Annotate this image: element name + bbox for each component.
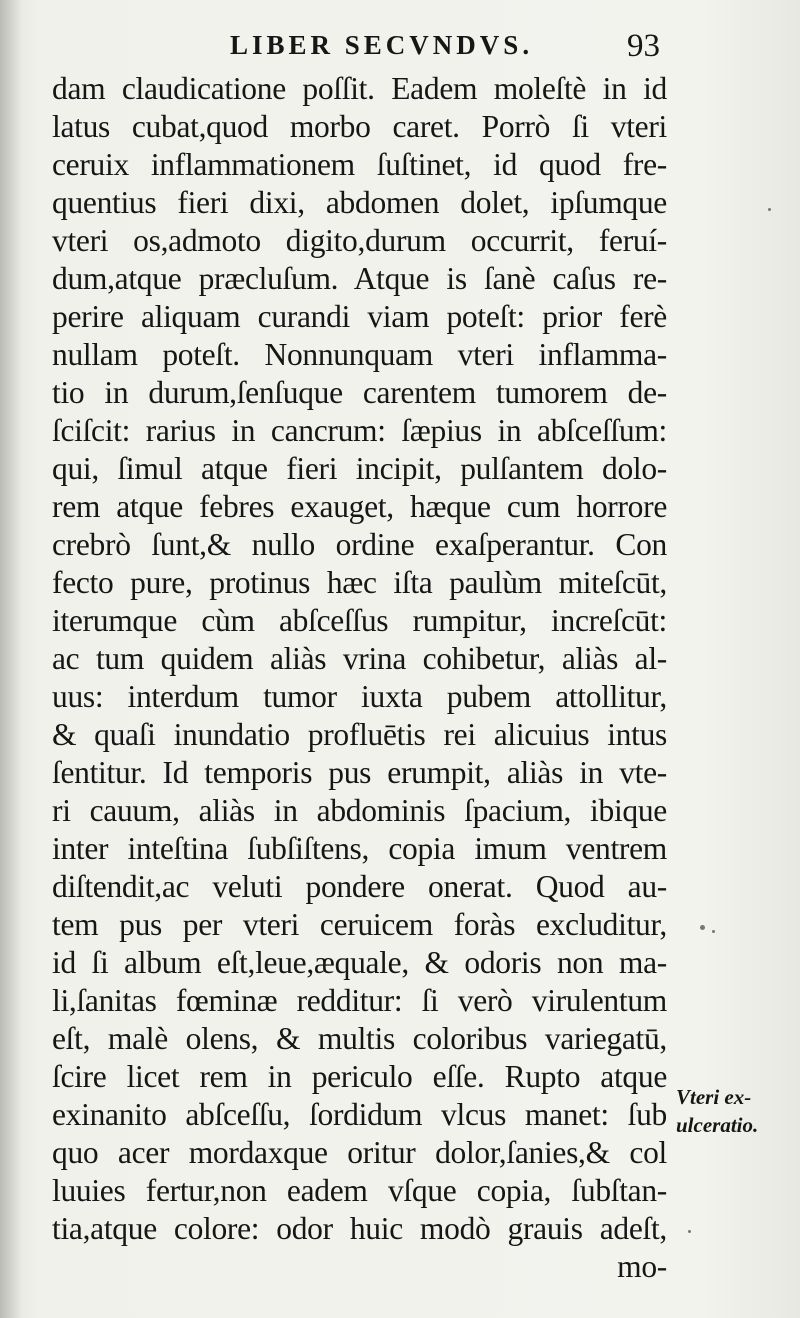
running-title: LIBER SECVNDVS.: [230, 30, 534, 60]
ink-speck: [688, 1230, 691, 1233]
ink-speck: [712, 930, 715, 933]
text-line: ceruix inflammationem ſuſtinet, id quod fre-: [52, 147, 667, 182]
text-line: rem atque febres exauget, hæque cum horrore: [52, 489, 667, 524]
ink-speck: [768, 208, 771, 211]
text-line: iterumque cùm abſceſſus rumpitur, increſcūt:: [52, 603, 667, 638]
text-line: ſciſcit: rarius in cancrum: ſæpius in abſceſſum:: [52, 413, 667, 448]
text-line: quo acer mordaxque oritur dolor,ſanies,& col: [52, 1135, 667, 1170]
text-line: id ſi album eſt,leue,æquale, & odoris non ma-: [52, 945, 667, 980]
text-line: exinanito abſceſſu, ſordidum vlcus manet: ſub: [52, 1097, 667, 1132]
text-line: quentius fieri dixi, abdomen dolet, ipſumque: [52, 185, 667, 220]
ink-speck: [700, 925, 705, 930]
text-line: perire aliquam curandi viam poteſt: prior ferè: [52, 299, 667, 334]
margin-note-line: Vteri ex-: [676, 1085, 752, 1109]
margin-note-line: ulceratio.: [676, 1113, 759, 1137]
text-line: tem pus per vteri ceruicem foràs excluditur,: [52, 907, 667, 942]
text-line: ſcire licet rem in periculo eſſe. Rupto atque: [52, 1059, 667, 1094]
text-line: tio in durum,ſenſuque carentem tumorem de-: [52, 375, 667, 410]
text-line: crebrò ſunt,& nullo ordine exaſperantur. Con: [52, 527, 667, 562]
text-line: ſentitur. Id temporis pus erumpit, aliàs in vte-: [52, 755, 667, 790]
text-line: latus cubat,quod morbo caret. Porrò ſi vteri: [52, 109, 667, 144]
text-line: uus: interdum tumor iuxta pubem attollitur,: [52, 679, 667, 714]
body-text: [52, 70, 667, 1286]
page-header: [170, 24, 660, 64]
text-line: eſt, malè olens, & multis coloribus variegatū,: [52, 1021, 667, 1056]
text-line: li,ſanitas fœminæ redditur: ſi verò virulentum: [52, 983, 667, 1018]
text-line: inter inteſtina ſubſiſtens, copia imum ventrem: [52, 831, 667, 866]
margin-note: [676, 1083, 796, 1139]
text-line: nullam poteſt. Nonnunquam vteri inflamma-: [52, 337, 667, 372]
catchword: mo-: [617, 1249, 667, 1284]
text-line: qui, ſimul atque fieri incipit, pulſantem dolo-: [52, 451, 667, 486]
text-line: & quaſi inundatio profluētis rei alicuius intus: [52, 717, 667, 752]
text-line: diſtendit,ac veluti pondere onerat. Quod au-: [52, 869, 667, 904]
page-number: 93: [627, 28, 660, 64]
text-line: fecto pure, protinus hæc iſta paulùm miteſcūt,: [52, 565, 667, 600]
text-line: luuies fertur,non eadem vſque copia, ſubſtan-: [52, 1173, 667, 1208]
text-line: dam claudicatione poſſit. Eadem moleſtè in id: [52, 71, 667, 106]
text-line: dum,atque præcluſum. Atque is ſanè caſus re-: [52, 261, 667, 296]
text-line: ac tum quidem aliàs vrina cohibetur, aliàs al-: [52, 641, 667, 676]
text-line: ri cauum, aliàs in abdominis ſpacium, ibique: [52, 793, 667, 828]
gutter-shadow: [0, 0, 22, 1318]
text-line: tia,atque colore: odor huic modò grauis adeſt,: [52, 1211, 667, 1246]
text-line: vteri os,admoto digito,durum occurrit, feruí-: [52, 223, 667, 258]
